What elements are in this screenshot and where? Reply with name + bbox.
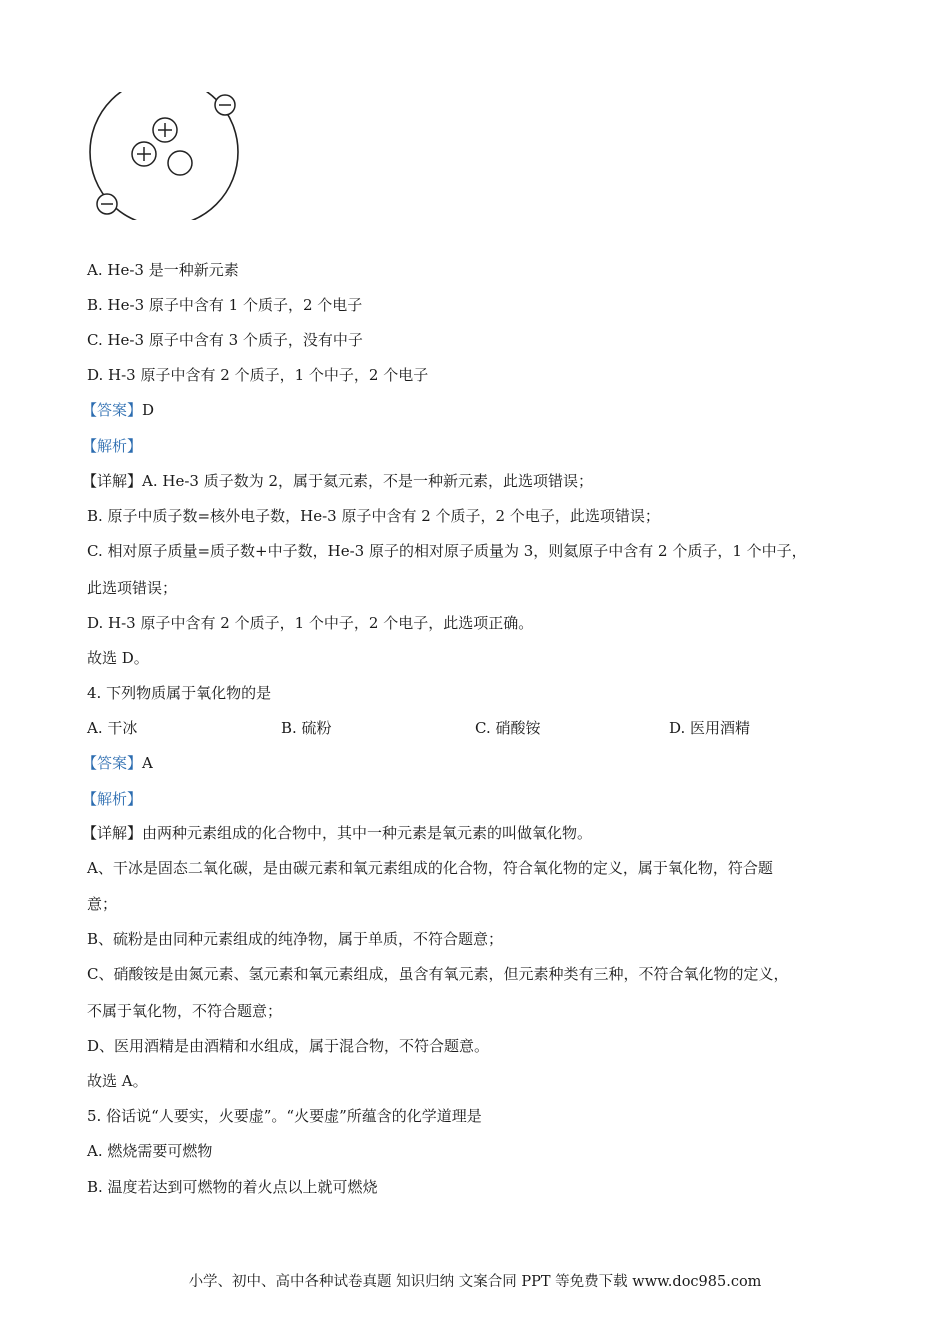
q4-detail-intro: 【详解】由两种元素组成的化合物中，其中一种元素是氧元素的叫做氧化物。 [82, 824, 593, 842]
answer-value: A [142, 754, 153, 772]
proton-1 [153, 118, 177, 142]
q3-option-b: B. He-3 原子中含有 1 个质子，2 个电子 [87, 296, 363, 314]
q3-option-a: A. He-3 是一种新元素 [87, 261, 239, 279]
q4-option-a: A. 干冰 [87, 719, 138, 737]
q3-detail-d: D. H-3 原子中含有 2 个质子，1 个中子，2 个电子，此选项正确。 [87, 614, 534, 632]
q3-answer [82, 400, 154, 420]
answer-value: D [142, 401, 155, 419]
q4-detail-b: B、硫粉是由同种元素组成的纯净物，属于单质，不符合题意； [87, 930, 504, 948]
q4-stem: 4. 下列物质属于氧化物的是 [87, 684, 272, 702]
q5-option-b: B. 温度若达到可燃物的着火点以上就可燃烧 [87, 1178, 378, 1196]
q3-option-c: C. He-3 原子中含有 3 个质子，没有中子 [87, 331, 363, 349]
q4-analysis-label: 【解析】 [82, 790, 143, 808]
detail-label: 【详解】 [82, 472, 143, 490]
q3-detail-b: B. 原子中质子数=核外电子数，He-3 原子中含有 2 个质子，2 个电子，此选项错误； [87, 507, 660, 525]
q4-conclusion: 故选 A。 [87, 1072, 148, 1090]
q3-detail-a: 【详解】A. He-3 质子数为 2，属于氦元素，不是一种新元素，此选项错误； [82, 472, 594, 490]
answer-label: 【答案】 [82, 754, 143, 772]
q5-option-a: A. 燃烧需要可燃物 [87, 1142, 213, 1160]
q4-detail-c1: C、硝酸铵是由氮元素、氢元素和氧元素组成，虽含有氧元素，但元素种类有三种，不符合氧化物的定义， [87, 965, 789, 983]
atom-diagram [84, 92, 244, 220]
answer-label: 【答案】 [82, 401, 143, 419]
q4-option-b: B. 硫粉 [281, 719, 332, 737]
q4-detail-d: D、医用酒精是由酒精和水组成，属于混合物，不符合题意。 [87, 1037, 490, 1055]
page-footer: 小学、初中、高中各种试卷真题 知识归纳 文案合同 PPT 等免费下载 www.doc985.com [188, 1274, 762, 1290]
q3-detail-c2: 此选项错误； [87, 579, 178, 597]
q4-detail-a1: A、干冰是固态二氧化碳，是由碳元素和氧元素组成的化合物，符合氧化物的定义，属于氧化物，符合题 [87, 859, 773, 877]
electron-bottom-left [97, 194, 117, 214]
q4-answer [82, 753, 153, 773]
q4-detail-c2: 不属于氧化物，不符合题意； [87, 1002, 283, 1020]
q4-detail-a2: 意； [87, 895, 118, 913]
neutron [168, 151, 192, 175]
q3-analysis-label: 【解析】 [82, 437, 143, 455]
q5-stem: 5. 俗话说“人要实，火要虚”。“火要虚”所蕴含的化学道理是 [87, 1107, 482, 1125]
electron-top-right [215, 95, 235, 115]
proton-2 [132, 142, 156, 166]
q3-conclusion: 故选 D。 [87, 649, 149, 667]
detail-label: 【详解】 [82, 824, 143, 842]
q3-option-d: D. H-3 原子中含有 2 个质子，1 个中子，2 个电子 [87, 366, 429, 384]
q4-option-d: D. 医用酒精 [669, 719, 751, 737]
q4-option-c: C. 硝酸铵 [475, 719, 541, 737]
q3-detail-c1: C. 相对原子质量=质子数+中子数，He-3 原子的相对原子质量为 3，则氦原子中含有 2 个质子，1 个中子， [87, 542, 807, 560]
